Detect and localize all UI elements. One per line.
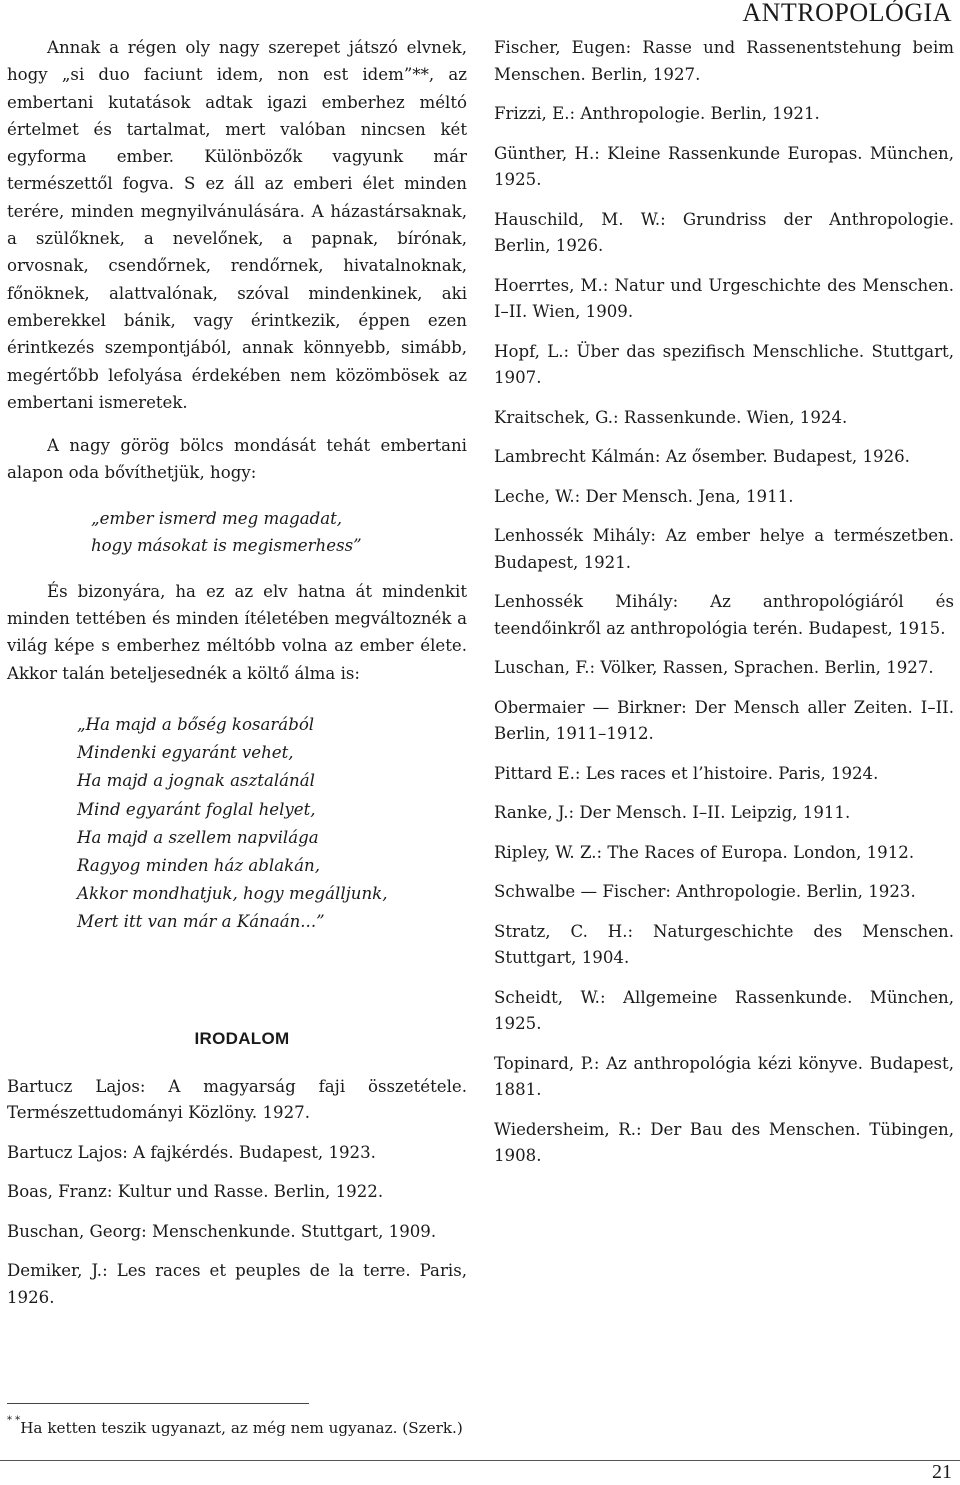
reference-item: Leche, W.: Der Mensch. Jena, 1911. <box>494 486 794 506</box>
reference-item: Schwalbe — Fischer: Anthropologie. Berlin, 1923. <box>494 882 916 901</box>
page-number: 21 <box>932 1461 952 1483</box>
poem-line: Mind egyaránt foglal helyet, <box>77 799 316 819</box>
left-column <box>7 34 467 1324</box>
reference-item: Hopf, L.: Über das spezifisch Menschliche. Stuttgart, 1907. <box>494 341 954 387</box>
poem-line: Ragyog minden ház ablakán, <box>77 855 321 875</box>
poem-line: Mert itt van már a Kánaán...” <box>77 912 325 932</box>
reference-item: Hoerrtes, M.: Natur und Urgeschichte des Menschen. I–II. Wien, 1909. <box>494 275 954 321</box>
reference-item: Boas, Franz: Kultur und Rasse. Berlin, 1922. <box>7 1182 384 1202</box>
reference-item: Luschan, F.: Völker, Rassen, Sprachen. Berlin, 1927. <box>494 658 934 677</box>
poem <box>77 711 467 937</box>
right-column-bibliography <box>494 35 954 1183</box>
maxim-quote <box>91 505 467 560</box>
poem-line: Ha majd a jognak asztalánál <box>77 771 315 791</box>
footnote-divider <box>7 1403 309 1404</box>
reference-item: Pittard E.: Les races et l’histoire. Paris, 1924. <box>494 763 879 783</box>
reference-item: Kraitschek, G.: Rassenkunde. Wien, 1924. <box>494 407 848 427</box>
poem-line: „Ha majd a bőség kosarából <box>77 714 315 734</box>
running-header: ANTROPOLÓGIA <box>742 0 952 27</box>
reference-item: Bartucz Lajos: A magyarság faji összetétele. Természettudományi Közlöny. 1927. <box>7 1076 467 1123</box>
reference-item: Lenhossék Mihály: Az ember helye a természetben. Budapest, 1921. <box>494 526 954 572</box>
footnote-text: Ha ketten teszik ugyanazt, az még nem ugyanaz. (Szerk.) <box>20 1419 463 1438</box>
reference-item: Lenhossék Mihály: Az anthropológiáról és teendőinkről az anthropológia terén. Budapest, 1915. <box>494 592 954 638</box>
reference-item: Günther, H.: Kleine Rassenkunde Europas. München, 1925. <box>494 143 954 189</box>
reference-item: Ranke, J.: Der Mensch. I–II. Leipzig, 1911. <box>494 803 851 822</box>
bibliography-left-list <box>7 1074 467 1312</box>
body-paragraph-2: A nagy görög bölcs mondását tehát embertani alapon oda bővíthetjük, hogy: <box>7 436 467 483</box>
reference-item: Demiker, J.: Les races et peuples de la terre. Paris, 1926. <box>7 1261 467 1307</box>
reference-item: Hauschild, M. W.: Grundriss der Anthropologie. Berlin, 1926. <box>494 209 954 255</box>
footnote-marker: * * <box>7 1415 21 1426</box>
reference-item: Stratz, C. H.: Naturgeschichte des Menschen. Stuttgart, 1904. <box>494 921 954 967</box>
reference-item: Fischer, Eugen: Rasse und Rassenentstehung beim Menschen. Berlin, 1927. <box>494 38 954 84</box>
footnote <box>7 1415 463 1438</box>
reference-item: Frizzi, E.: Anthropologie. Berlin, 1921. <box>494 104 820 123</box>
poem-line: Akkor mondhatjuk, hogy megálljunk, <box>77 884 388 904</box>
reference-item: Ripley, W. Z.: The Races of Europa. London, 1912. <box>494 842 915 862</box>
body-paragraph-3: És bizonyára, ha ez az elv hatna át mindenkit minden tettében és minden ítéletében megváltoznék a világ képe s emberhez méltóbb volna az ember élete. Akkor talán beteljesednék a költő álma is: <box>7 581 467 683</box>
poem-line: Mindenki egyaránt vehet, <box>77 743 294 763</box>
reference-item: Lambrecht Kálmán: Az ősember. Budapest, 1926. <box>494 447 910 466</box>
quote-line: hogy másokat is megismerhess” <box>91 536 362 556</box>
reference-item: Wiedersheim, R.: Der Bau des Menschen. Tübingen, 1908. <box>494 1119 954 1165</box>
poem-line: Ha majd a szellem napvilága <box>77 827 319 847</box>
reference-item: Bartucz Lajos: A fajkérdés. Budapest, 1923. <box>7 1142 376 1162</box>
bibliography-heading: IRODALOM <box>194 1028 290 1048</box>
reference-item: Buschan, Georg: Menschenkunde. Stuttgart, 1909. <box>7 1221 437 1241</box>
reference-item: Scheidt, W.: Allgemeine Rassenkunde. München, 1925. <box>494 987 954 1033</box>
quote-line: „ember ismerd meg magadat, <box>91 508 343 528</box>
reference-item: Obermaier — Birkner: Der Mensch aller Zeiten. I–II. Berlin, 1911–1912. <box>494 697 954 743</box>
page-bottom-rule <box>0 1460 960 1461</box>
reference-item: Topinard, P.: Az anthropológia kézi könyve. Budapest, 1881. <box>494 1053 954 1099</box>
body-paragraph-1: Annak a régen oly nagy szerepet játszó elvnek, hogy „si duo faciunt idem, non est idem”**, az embertani kutatások adtak igazi emberhez méltó értelmet és tartalmat, mert valóban nincsen két egyforma ember. Különbözők vagyunk már természettől fogva. S ez áll az emberi élet minden terére, minden megnyilvánulására. A házastársaknak, a szülőknek, a nevelőnek, a papnak, bírónak, orvosnak, csendőrnek, rendőrnek, hivatalnoknak, főnöknek, alattvalónak, szóval mindenkinek, aki emberekkel bánik, vagy érintkezik, éppen ezen érintkezés szempontjából, annak könnyebb, simább, megértőbb lefolyása érdekében nem közömbösek az embertani ismeretek. <box>7 38 467 412</box>
